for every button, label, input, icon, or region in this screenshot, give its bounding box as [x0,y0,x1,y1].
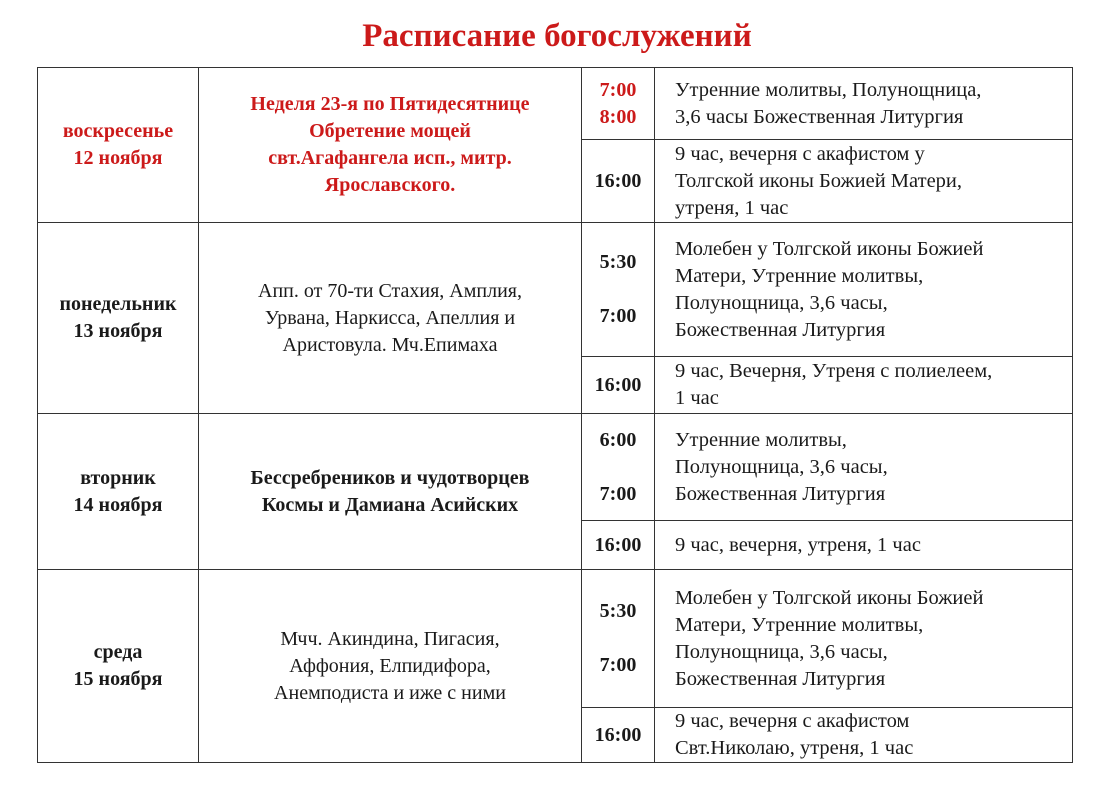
feast-cell [199,223,582,414]
time-cell [582,140,655,223]
service-cell [655,521,1073,570]
service-time: 16:00 [594,533,642,556]
date-label: 12 ноября [73,147,163,169]
service-line: Утренние молитвы, [675,428,847,451]
service-line: Божественная Литургия [675,667,886,690]
feast-line: свт.Агафангела исп., митр. [268,147,512,169]
schedule-row-sunday [38,68,1073,140]
weekday-label: понедельник [59,293,177,315]
date-label: 15 ноября [73,668,163,690]
service-line: Полунощница, 3,6 часы, [675,291,888,314]
service-line: 9 час, вечерня с акафистом у [675,142,925,165]
service-time: 7:00 [599,482,637,505]
weekday-label: вторник [80,466,156,489]
service-line: Божественная Литургия [675,318,886,341]
service-time: 5:30 [599,600,637,622]
service-cell [655,68,1073,140]
schedule-row-tuesday [38,414,1073,521]
feast-cell [199,68,582,223]
day-cell [38,223,199,414]
service-line: Полунощница, 3,6 часы, [675,455,888,478]
time-cell [582,708,655,763]
service-time: 7:00 [599,78,637,101]
service-cell [655,414,1073,521]
service-cell [655,357,1073,414]
time-cell [582,521,655,570]
schedule-table [37,67,1073,763]
service-line: Утренние молитвы, Полунощница, [675,78,982,101]
service-time: 7:00 [599,654,637,676]
service-line: Матери, Утренние молитвы, [675,264,924,287]
day-cell [38,414,199,570]
feast-line: Космы и Дамиана Асийских [261,493,519,516]
feast-cell [199,570,582,763]
service-cell [655,140,1073,223]
service-time: 5:30 [599,251,637,273]
service-time: 16:00 [594,723,642,746]
feast-line: Аристовула. Мч.Епимаха [282,333,498,356]
day-cell [38,570,199,763]
day-cell [38,68,199,223]
feast-line: Анемподиста и иже с ними [274,681,506,704]
service-line: Божественная Литургия [675,482,886,505]
feast-line: Урвана, Наркисса, Апеллия и [264,306,516,329]
service-line: 9 час, вечерня, утреня, 1 час [675,533,921,556]
service-line: Толгской иконы Божией Матери, [675,169,963,192]
date-label: 14 ноября [73,493,163,516]
date-label: 13 ноября [73,320,163,342]
feast-line: Апп. от 70-ти Стахия, Амплия, [258,279,522,302]
service-time: 7:00 [599,305,637,327]
service-time: 8:00 [599,105,637,128]
feast-line: Мчч. Акиндина, Пигасия, [280,627,500,650]
service-line: 1 час [675,387,719,409]
service-line: Свт.Николаю, утреня, 1 час [675,737,914,759]
time-cell [582,68,655,140]
schedule-row-monday [38,223,1073,357]
time-cell [582,414,655,521]
service-time: 16:00 [594,373,642,396]
service-line: утреня, 1 час [675,196,789,219]
feast-line: Обретение мощей [309,120,471,142]
weekday-label: воскресенье [62,120,174,142]
feast-cell [199,414,582,570]
service-line: Матери, Утренние молитвы, [675,613,924,636]
service-line: 9 час, вечерня с акафистом [675,710,910,732]
feast-line: Неделя 23-я по Пятидесятнице [250,93,530,115]
service-cell [655,708,1073,763]
feast-line: Аффония, Елпидифора, [289,654,491,677]
schedule-row-wednesday [38,570,1073,708]
service-line: Молебен у Толгской иконы Божией [675,237,984,260]
service-time: 16:00 [594,169,642,192]
service-line: 9 час, Вечерня, Утреня с полиелеем, [675,360,993,382]
service-cell [655,570,1073,708]
page-title: Расписание богослужений [362,18,752,54]
weekday-label: среда [93,641,143,663]
service-line: 3,6 часы Божественная Литургия [675,105,964,128]
service-cell [655,223,1073,357]
time-cell [582,570,655,708]
time-cell [582,223,655,357]
feast-line: Бессребреников и чудотворцев [250,466,530,489]
service-time: 6:00 [599,428,637,451]
service-line: Полунощница, 3,6 часы, [675,640,888,663]
service-line: Молебен у Толгской иконы Божией [675,586,984,609]
feast-line: Ярославского. [324,174,456,196]
time-cell [582,357,655,414]
